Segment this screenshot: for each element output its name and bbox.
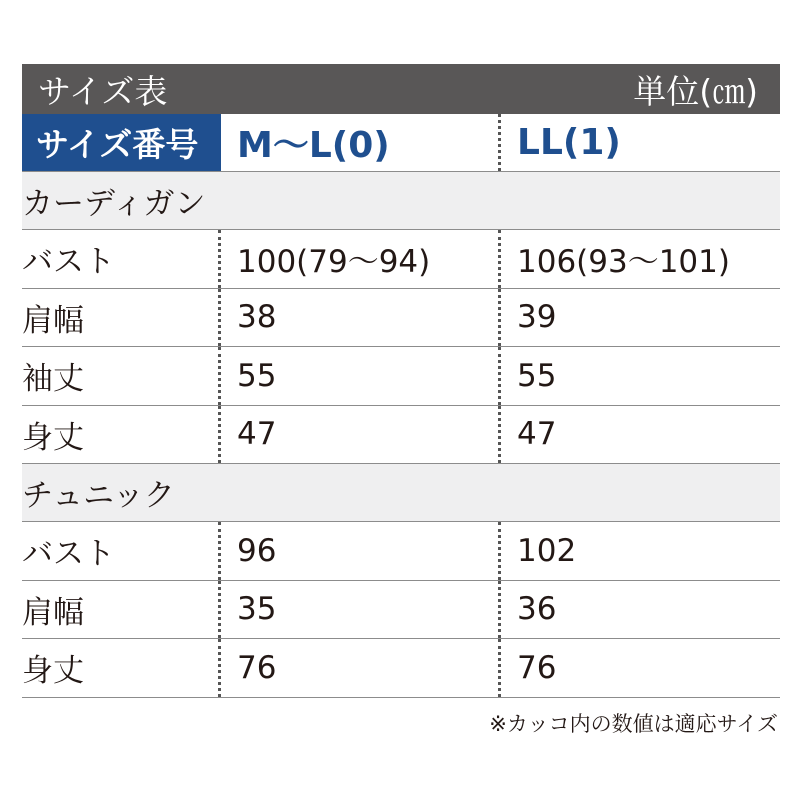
row-label: バスト (22, 522, 221, 580)
table-title: サイズ表 (38, 71, 168, 111)
row-value-ll: 55 (517, 357, 557, 394)
table-row (22, 639, 780, 698)
section-cardigan (22, 172, 780, 230)
table-row (22, 581, 780, 640)
table-row (22, 289, 780, 348)
row-value-m-l: 100(79〜94) (221, 230, 501, 288)
row-value-m-l: 96 (221, 522, 501, 580)
section-tunic (22, 464, 780, 522)
row-value-ll: 106(93〜101) (517, 244, 730, 281)
row-label: 身丈 (22, 639, 221, 697)
row-value-ll: 39 (517, 299, 557, 336)
row-label: バスト (22, 230, 221, 288)
row-label: 身丈 (22, 406, 221, 464)
title-bar (22, 64, 780, 114)
size-col-m-l: M〜L(0) (221, 114, 501, 171)
table-row (22, 230, 780, 289)
row-value-m-l: 47 (221, 406, 501, 464)
row-label: 肩幅 (22, 289, 221, 347)
table-row (22, 522, 780, 581)
table-row (22, 406, 780, 465)
row-label: 肩幅 (22, 581, 221, 639)
section-title: チュニック (22, 478, 175, 514)
table-row (22, 347, 780, 406)
row-value-m-l: 35 (221, 581, 501, 639)
size-number-label: サイズ番号 (22, 114, 221, 171)
row-value-ll: 76 (517, 649, 557, 686)
row-value-ll: 102 (517, 532, 577, 569)
section-title: カーディガン (22, 186, 206, 222)
footnote: ※カッコ内の数値は適応サイズ (489, 712, 778, 736)
unit-label: 単位(㎝) (633, 71, 758, 111)
row-value-ll: 47 (517, 416, 557, 453)
row-value-m-l: 38 (221, 289, 501, 347)
row-label: 袖丈 (22, 347, 221, 405)
size-table (22, 64, 780, 698)
size-header-row (22, 114, 780, 172)
size-col-ll: LL(1) (517, 122, 621, 163)
row-value-m-l: 76 (221, 639, 501, 697)
row-value-m-l: 55 (221, 347, 501, 405)
row-value-ll: 36 (517, 591, 557, 628)
